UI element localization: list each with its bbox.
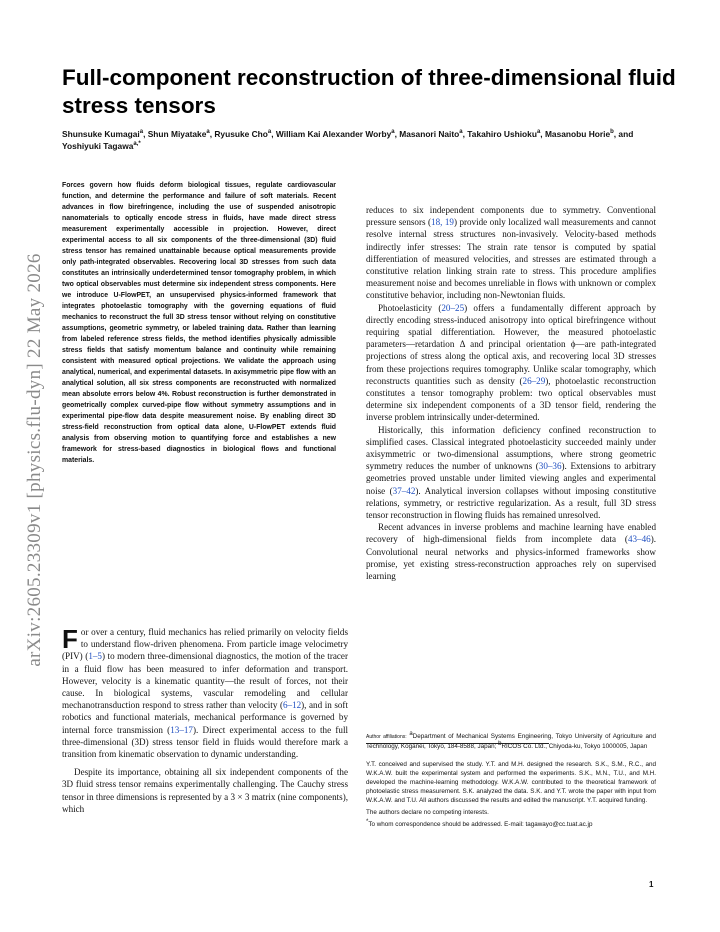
paper-title: Full-component reconstruction of three-dimensional fluid stress tensors [62,65,676,118]
citation-link[interactable]: 13–17 [170,724,193,735]
citation-link[interactable]: 20–25 [441,302,465,313]
body-paragraph-3: Historically, this information deficiency confined reconstruction to simplified cases. Classical integrated photoelasticity succeeded mainly under axisymmetric or two-dimensional assumptions, where strong geometric symmetry reduces the number of unknowns (30–36). Extensions to arbitrary geometries proved unstable under limited viewing angles and experimental noise (37–42). Analytical inversion collapses without imposing constitutive relations, symmetry, or restrictive regularization. As a result, full 3D stress tensor reconstruction in flowing fluids has remained unresolved. [366,424,656,521]
author-list: Shunsuke Kumagai$^a$, Shun Miyatake$^a$, Ryusuke Cho$^a$, William Kai Alexander Worby$^a$, Masanori Naito$^a$, Takahiro Ushioku$^a$, Masanobu Horie$^b$, and Yoshiyuki Tagawa$^{a,*}$ [62,129,634,151]
affiliation-mark: a [139,129,144,136]
author-name: Masanori Naito [399,129,460,139]
body-paragraph-4: Recent advances in inverse problems and machine learning have enabled recovery of high-dimensional fields from incomplete data (43–46). Convolutional neural networks and physics-informed frameworks show promise, yet existing stress-reconstruction approaches rely on supervised learning [366,522,656,582]
citation-link[interactable]: 30–36 [538,461,562,472]
left-column [62,626,348,815]
author-name: Yoshiyuki Tagawa [62,141,134,151]
intro-paragraph-2: Despite its importance, obtaining all six independent components of the 3D fluid stress tensor remains experimentally challenging. The Cauchy stress tensor in three dimensions is represented by a 3 × 3 matrix (nine components), which [62,767,348,814]
affiliation-mark: a [459,129,463,136]
citation-link[interactable]: 37–42 [392,485,416,496]
footnote-divider [366,743,549,744]
citation-link[interactable]: 6–12 [282,700,302,711]
author-name: Shunsuke Kumagai [62,129,140,139]
body-paragraph-2: Photoelasticity (20–25) offers a fundamentally different approach by directly encoding stress-induced anisotropy into optical birefringence without requiring spatial differentiation. However, the measured photoelastic parameters—retardation Δ and principal orientation ϕ—are path-integrated projections of stress along the optical axis, and recovering local 3D stresses from these projections requires tomography. Unlike scalar tomography, which reconstructs quantities such as density (26–29), photoelastic reconstruction constitutes a tensor tomography problem: two optical observables must determine six independent components of a 3D tensor field, rendering the inverse problem intrinsically under-determined. [366,302,656,423]
affiliation-mark: b [610,129,614,136]
citation-link[interactable]: 18, 19 [431,217,454,228]
author-name: Masanobu Horie [544,129,611,139]
affiliation-mark: a [206,129,210,136]
drop-cap: F [62,624,78,654]
affiliation-mark: a [267,129,272,136]
intro-paragraph-1: For over a century, fluid mechanics has relied primarily on velocity fields to understand flow-driven phenomena. From particle image velocimetry (PIV) (1–5) to modern three-dimensional diagnostics, the motion of the tracer in a fluid flow has been measured to infer deformation and transport. However, velocity is a kinematic quantity—the result of forces, not their cause. In biological systems, vascular remodeling and cellular mechanotransduction respond to stress rather than velocity (6–12), and in soft robotics and functional materials, mechanical performance is governed by internal force transmission (13–17). Direct experimental access to the full three-dimensional (3D) stress tensor field in fluids would therefore mark a transition from kinematic observation to dynamic understanding. [62,624,348,760]
author-name: Shun Miyatake [147,129,207,139]
competing-interests: The authors declare no competing interests. [366,809,489,816]
body-paragraph-1: reduces to six independent components due to symmetry. Conventional pressure sensors (18, 19) provide only localized wall measurements and cannot resolve internal stress structures non-invasively. Velocity-based methods indirectly infer stresses: The strain rate tensor is computed by spatial differentiation of measured velocities, and stresses are estimated through a constitutive relation linking strain rate to stress. This procedure amplifies measurement noise and becomes unreliable in flows with unknown or complex constitutive behavior, including non-Newtonian fluids. [366,205,656,301]
arxiv-identifier: arXiv:2605.23309v1 [physics.flu-dyn] 22 May 2026 [24,253,45,667]
arxiv-sidebar [10,200,60,720]
affiliation-mark: a [391,129,395,136]
author-name: Ryusuke Cho [214,129,268,139]
author-affiliations: Author affiliations: $^a$Department of Mechanical Systems Engineering, Tokyo University of Agriculture and Technology, Koganei, Tokyo, 184-8588, Japan; $^b$RICOS Co. Ltd., Chiyoda-ku, Tokyo 1000005, Japan [366,730,657,750]
correspondence-note: *To whom correspondence should be addressed. E-mail: tagawayo@cc.tuat.ac.jp [366,818,593,828]
citation-link[interactable]: 26–29 [522,375,546,386]
citation-link[interactable]: 43–46 [627,534,651,545]
footnotes [366,760,656,832]
right-column [366,204,656,582]
author-name: Takahiro Ushioku [467,129,537,139]
citation-link[interactable]: 1–5 [88,651,102,662]
abstract: Forces govern how fluids deform biological tissues, regulate cardiovascular function, and determine the performance and failure of soft materials. Recent advances in flow birefringence, including the use of suspended anisotropic nanomaterials to optically encode stress in fluids, have made direct stress measurement experimentally accessible in projection. However, direct experimental access to all six components of the three-dimensional (3D) fluid stress tensor has remained unattainable because optical measurements provide only path-integrated observables. Recovering local 3D stresses from such data constitutes an intrinsically underdetermined tensor tomography problem, in which two optical observables must determine six independent stress components. Here we introduce U-FlowPET, an unsupervised physics-informed framework that integrates photoelastic tomography with the governing equations of fluid mechanics to reconstruct the full 3D stress tensor without relying on constitutive assumptions, geometric symmetry, or labeled training data. Rather than learning from labeled reference stress fields, the method identifies physically admissible stress fields that satisfy momentum balance and continuity while remaining consistent with measured optical projections. We validate the approach using analytical, numerical, and experimental datasets. In axisymmetric pipe flow with an analytical solution, all six stress components are reconstructed with normalized mean absolute errors below 4%. Robust reconstruction is further demonstrated in geometrically complex curved-pipe flow without symmetry assumptions and in experimental pipe-flow data despite measurement noise. By enabling direct 3D stress-field reconstruction from optical data alone, U-FlowPET extends fluid analysis from observing motion to quantifying force and establishes a new framework for stress-based diagnostics in biological flows and functional materials. [62,182,336,464]
affiliation-mark: a,* [133,141,141,148]
page-number: 1 [649,880,654,889]
author-contributions: Y.T. conceived and supervised the study. Y.T. and M.H. designed the research. S.K., S.M., R.C., and W.K.A.W. built the experimental system and performed the experiments. S.K., M.N., T.U., and M.H. developed the machine-learning methodology. W.K.A.W. contributed to the theoretical framework of photoelastic stress measurement. S.K. analyzed the data. S.K. and Y.T. wrote the paper with input from W.K.A.W. and T.U. All authors discussed the results and edited the manuscript. Y.T. acquired funding. [366,761,656,804]
author-name: William Kai Alexander Worby [275,129,392,139]
affiliation-mark: a [536,129,541,136]
